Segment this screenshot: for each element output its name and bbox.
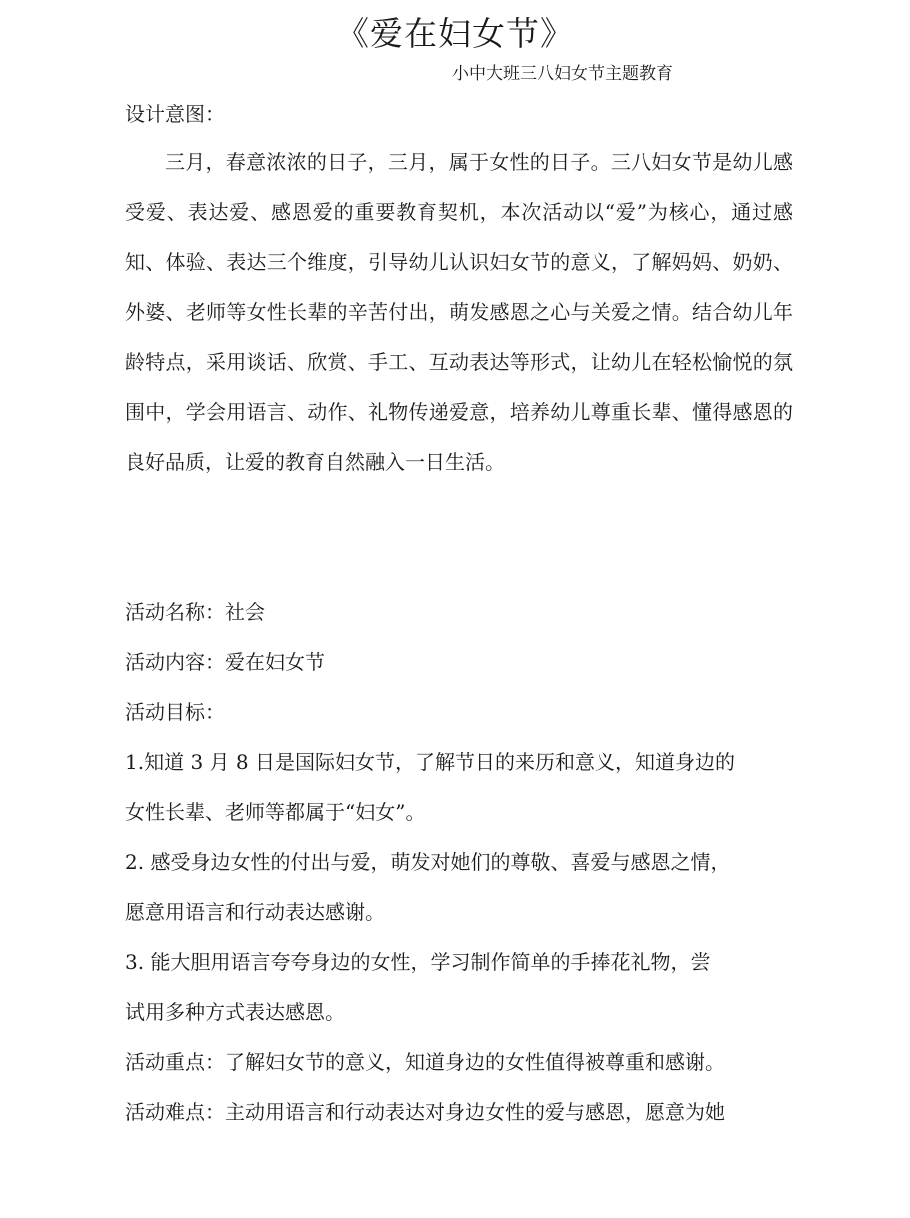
- goal-3-line-1: 3. 能大胆用语言夸夸身边的女性，学习制作简单的手捧花礼物，尝: [125, 950, 711, 974]
- goal-3-line-2: 试用多种方式表达感恩。: [125, 1000, 345, 1024]
- goal-2-line-2: 愿意用语言和行动表达感谢。: [125, 900, 385, 924]
- goal-2-line-1: 2. 感受身边女性的付出与爱，萌发对她们的尊敬、喜爱与感恩之情，: [125, 850, 731, 874]
- activity-goals-heading: 活动目标：: [125, 700, 225, 724]
- activity-name: 活动名称：社会: [125, 600, 265, 624]
- goal-1-line-1: 1.知道 3 月 8 日是国际妇女节，了解节日的来历和意义，知道身边的: [125, 750, 735, 774]
- document-subtitle: 小中大班三八妇女节主题教育: [452, 64, 673, 84]
- design-intent-paragraph: 三月，春意浓浓的日子，三月，属于女性的日子。三八妇女节是幼儿感受爱、表达爱、感恩爱的重要教育契机，本次活动以“爱”为核心，通过感知、体验、表达三个维度，引导幼儿认识妇女节的意义，了解妈妈、奶奶、外婆、老师等女性长辈的辛苦付出，萌发感恩之心与关爱之情。结合幼儿年龄特点，采用谈话、欣赏、手工、互动表达等形式，让幼儿在轻松愉悦的氛围中，学会用语言、动作、礼物传递爱意，培养幼儿尊重长辈、懂得感恩的良好品质，让爱的教育自然融入一日生活。: [125, 150, 793, 474]
- difficult-point: 活动难点：主动用语言和行动表达对身边女性的爱与感恩，愿意为她: [125, 1100, 725, 1124]
- design-intent-heading: 设计意图：: [125, 102, 225, 126]
- key-point: 活动重点：了解妇女节的意义，知道身边的女性值得被尊重和感谢。: [125, 1050, 725, 1074]
- activity-content: 活动内容：爱在妇女节: [125, 650, 325, 674]
- goal-1-line-2: 女性长辈、老师等都属于“妇女”。: [125, 800, 426, 824]
- document-title: 《爱在妇女节》: [336, 14, 574, 53]
